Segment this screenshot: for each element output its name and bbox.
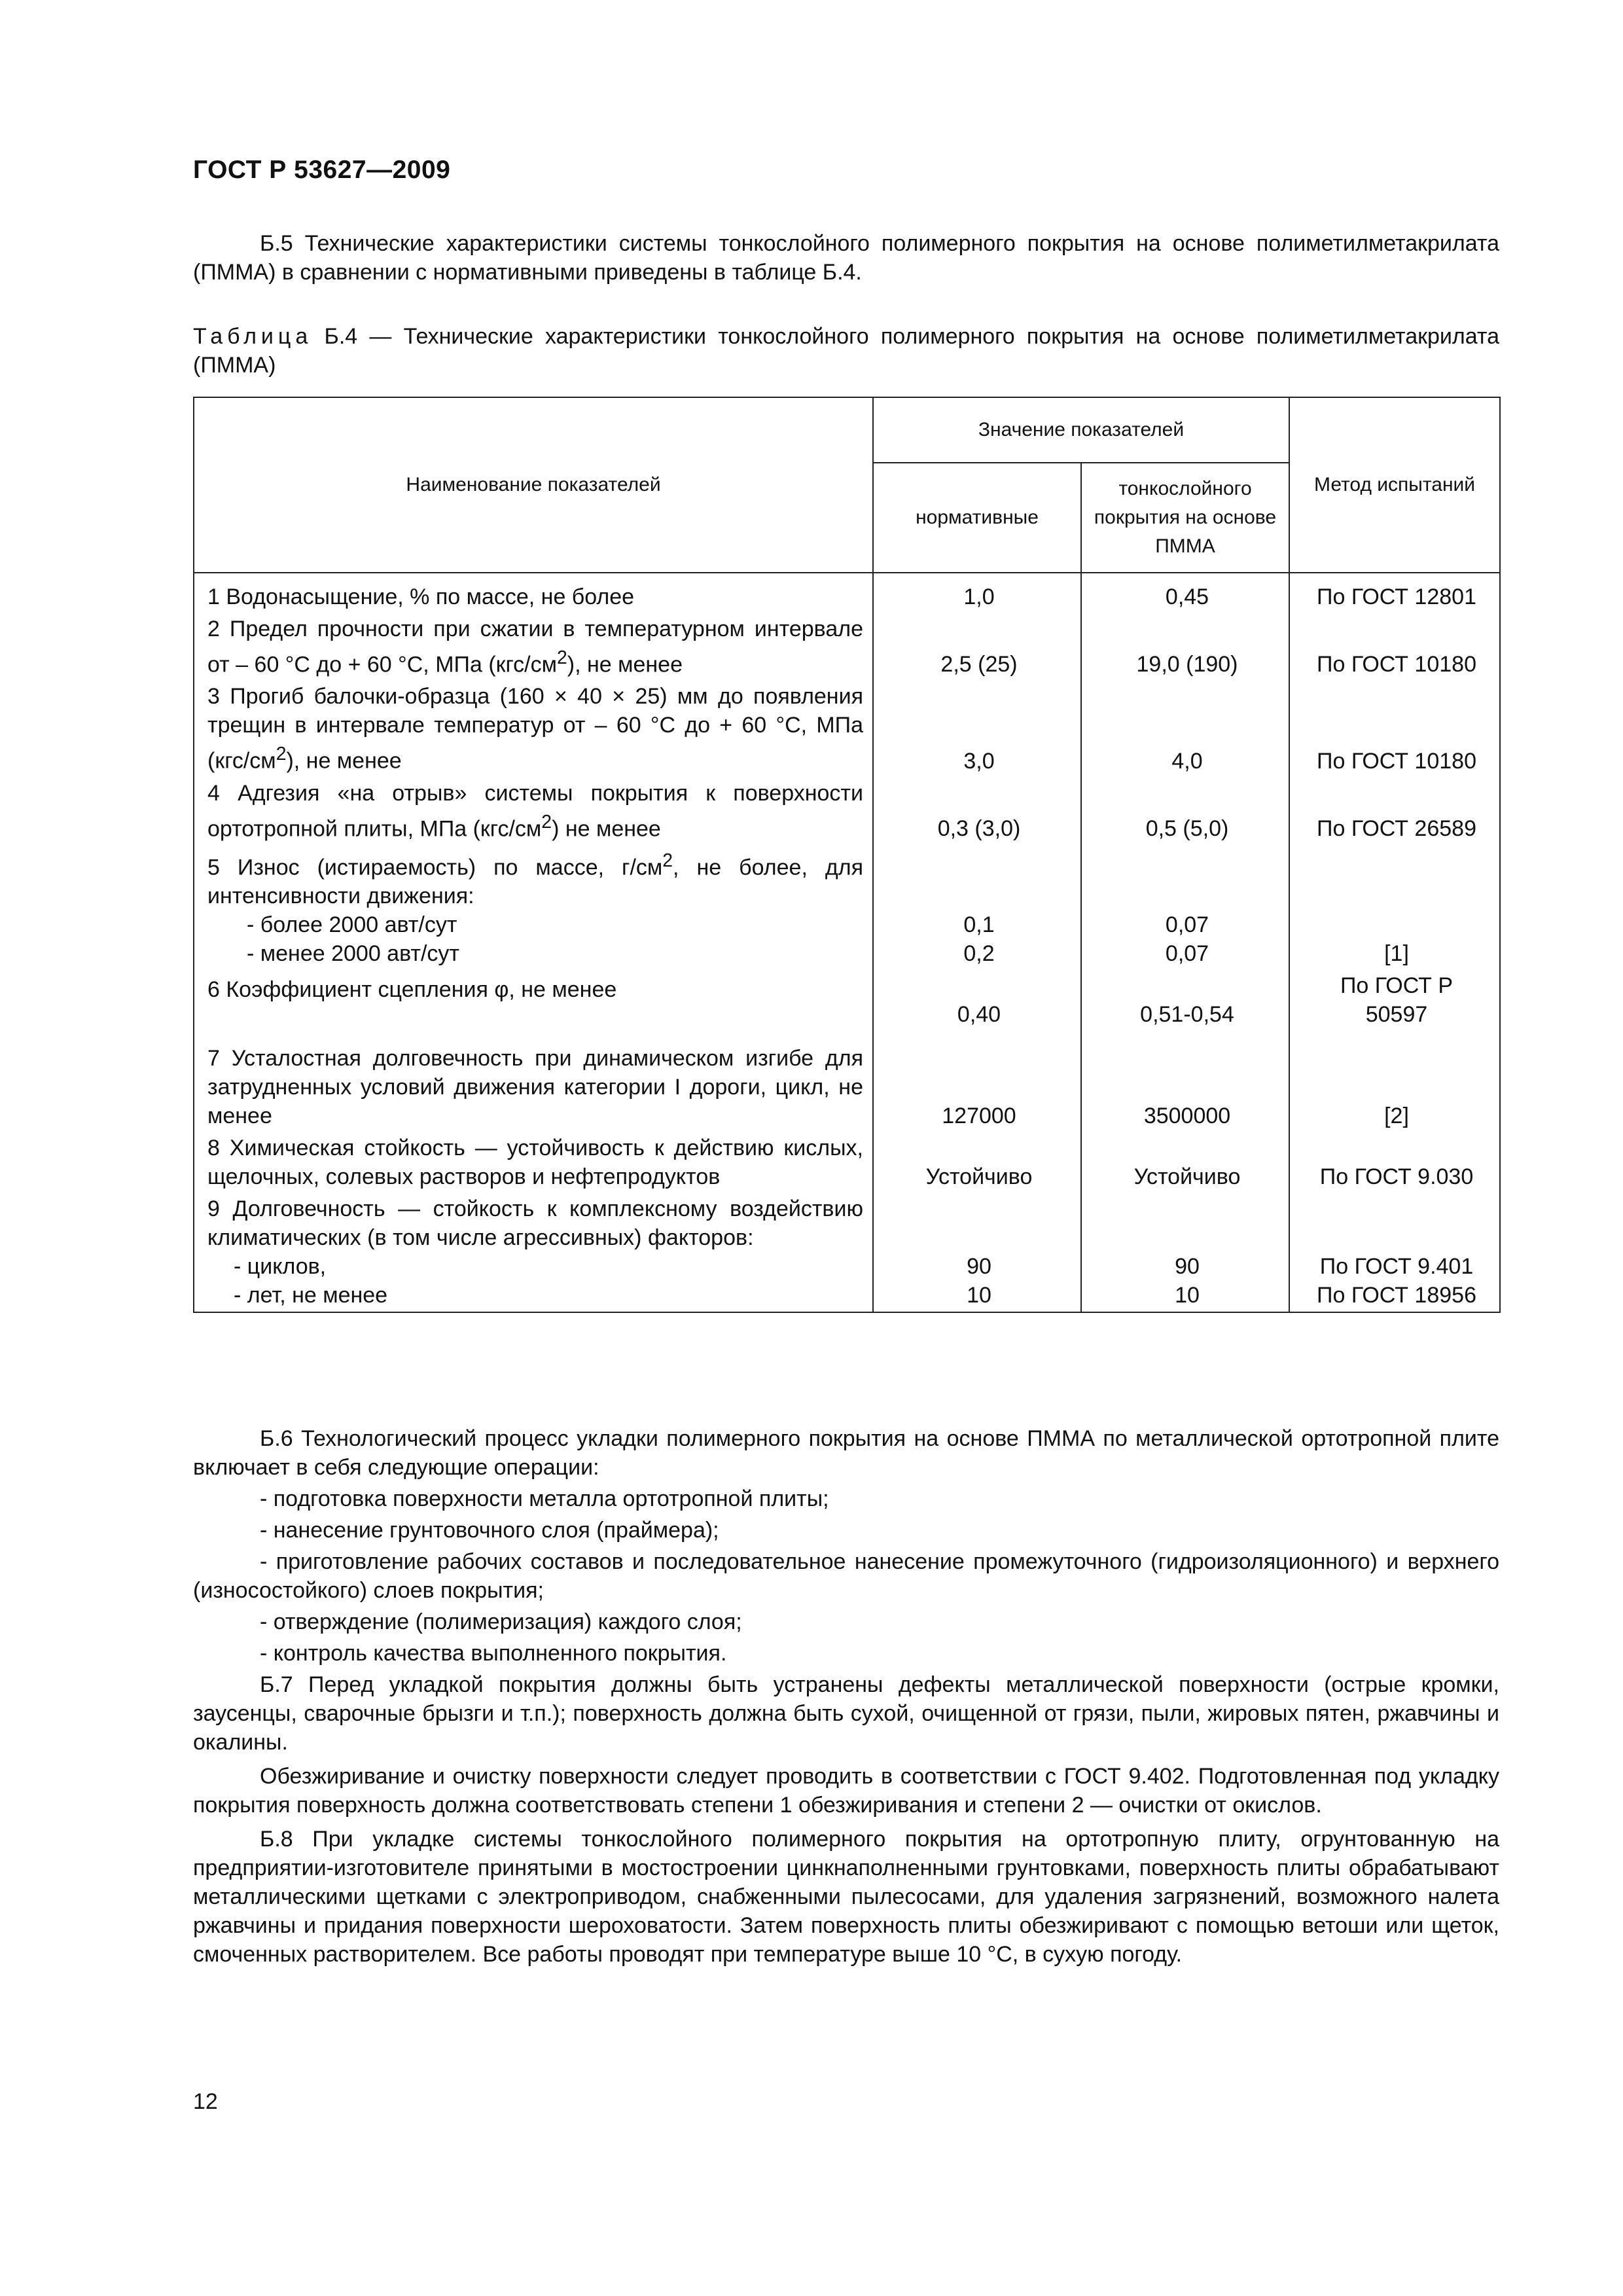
row4-normative: 0,3 (3,0) <box>873 778 1081 845</box>
row1-normative: 1,0 <box>873 573 1081 613</box>
row5-name-text: 5 Износ (истираемость) по массе, г/см <box>207 855 663 880</box>
row9-method2: По ГОСТ 18956 <box>1317 1283 1476 1308</box>
row4-method: По ГОСТ 26589 <box>1289 778 1500 845</box>
row5-pmma <box>1081 845 1289 970</box>
row2-sup: 2 <box>557 647 567 668</box>
b6-item-1: - подготовка поверхности металла ортотропной плиты; <box>260 1486 829 1511</box>
row6-method <box>1289 970 1500 1031</box>
row9-sub1: - циклов, <box>234 1254 327 1280</box>
row9-pmma2: 10 <box>1175 1283 1200 1308</box>
header-normative: нормативные <box>873 463 1081 573</box>
row5-sub1: - более 2000 авт/сут <box>247 912 457 938</box>
row3-name-text: 3 Прогиб балочки-образца (160 × 40 × 25) мм до появления трещин в интервале температур от – 60 °С до + 60 °С, МПа (кгс/см <box>207 684 863 774</box>
table-row <box>194 1132 1500 1193</box>
row3-name <box>194 681 873 777</box>
row4-name-tail: ) не менее <box>552 816 661 841</box>
row5-pmma1: 0,07 <box>1165 912 1209 938</box>
table-caption-text: Б.4 — Технические характеристики тонкослойного полимерного покрытия на основе полиметилметакрилата (ПММА) <box>193 324 1499 378</box>
row3-name-tail: ), не менее <box>286 748 402 774</box>
row5-sub2: - менее 2000 авт/сут <box>247 941 459 967</box>
header-method: Метод испытаний <box>1289 397 1500 573</box>
row8-method: По ГОСТ 9.030 <box>1289 1132 1500 1193</box>
row9-normative <box>873 1193 1081 1312</box>
row8-name: 8 Химическая стойкость — устойчивость к действию кислых, щелочных, солевых растворов и нефтепродуктов <box>194 1132 873 1193</box>
row5-method: [1] <box>1289 845 1500 970</box>
row6-pmma: 0,51-0,54 <box>1081 970 1289 1031</box>
row7-name: 7 Усталостная долговечность при динамическом изгибе для затрудненных условий движения категории I дороги, цикл, не менее <box>194 1031 873 1132</box>
row3-normative: 3,0 <box>873 681 1081 777</box>
row2-pmma: 19,0 (190) <box>1081 613 1289 681</box>
row9-normative2: 10 <box>967 1283 991 1308</box>
b6-item-3: - приготовление рабочих составов и последовательное нанесение промежуточного (гидроизоляционного) и верхнего (износостойкого) слоев покрытия; <box>193 1549 1499 1603</box>
row5-normative1: 0,1 <box>963 912 995 938</box>
row5-normative <box>873 845 1081 970</box>
row9-pmma1: 90 <box>1175 1254 1200 1280</box>
table-row <box>194 573 1500 613</box>
row4-name-text: 4 Адгезия «на отрыв» системы покрытия к поверхности ортотропной плиты, МПа (кгс/см <box>207 780 863 841</box>
row5-name-tail: , не более, для интенсивности движения: <box>207 855 863 909</box>
row9-pmma <box>1081 1193 1289 1312</box>
b6-item-2: - нанесение грунтовочного слоя (праймера); <box>260 1518 719 1543</box>
row5-name <box>194 845 873 970</box>
table-row <box>194 1193 1500 1312</box>
table-row <box>194 845 1500 970</box>
characteristics-table <box>193 397 1501 1313</box>
table-row <box>194 681 1500 777</box>
row4-pmma: 0,5 (5,0) <box>1081 778 1289 845</box>
table-row <box>194 613 1500 681</box>
row7-pmma: 3500000 <box>1081 1031 1289 1132</box>
row2-method: По ГОСТ 10180 <box>1289 613 1500 681</box>
row5-normative2: 0,2 <box>963 941 995 967</box>
row9-method1: По ГОСТ 9.401 <box>1319 1254 1474 1280</box>
row3-pmma: 4,0 <box>1081 681 1289 777</box>
row9-name-text: 9 Долговечность — стойкость к комплексному воздействию климатических (в том числе агрессивных) факторов: <box>207 1196 863 1251</box>
page-number: 12 <box>193 2089 218 2114</box>
row9-sub2: - лет, не менее <box>234 1283 388 1308</box>
paragraph-b6: Б.6 Технологический процесс укладки полимерного покрытия на основе ПММА по металлической ортотропной плите включает в себя следующие операции: <box>193 1426 1499 1480</box>
row9-name <box>194 1193 873 1312</box>
header-values-group: Значение показателей <box>873 397 1289 463</box>
row1-name: 1 Водонасыщение, % по массе, не более <box>194 573 873 613</box>
paragraph-b7-degreasing: Обезжиривание и очистку поверхности следует проводить в соответствии с ГОСТ 9.402. Подготовленная под укладку покрытия поверхность должна соответствовать степени 1 обезжиривания и степени 2 — очистки от окислов. <box>193 1764 1499 1818</box>
row2-name <box>194 613 873 681</box>
row8-normative: Устойчиво <box>873 1132 1081 1193</box>
b6-item-4: - отверждение (полимеризация) каждого слоя; <box>260 1609 742 1634</box>
row7-method: [2] <box>1289 1031 1500 1132</box>
row7-normative: 127000 <box>873 1031 1081 1132</box>
b6-item-5: - контроль качества выполненного покрытия. <box>260 1641 727 1666</box>
row1-pmma: 0,45 <box>1081 573 1289 613</box>
table-row <box>194 1031 1500 1132</box>
row3-method: По ГОСТ 10180 <box>1289 681 1500 777</box>
document-code-header: ГОСТ Р 53627—2009 <box>193 156 451 184</box>
row9-method <box>1289 1193 1500 1312</box>
row6-method1: По ГОСТ Р <box>1340 973 1454 999</box>
row6-normative: 0,40 <box>873 970 1081 1031</box>
header-name: Наименование показателей <box>194 397 873 573</box>
row5-pmma2: 0,07 <box>1165 941 1209 967</box>
row6-method2: 50597 <box>1365 1002 1428 1028</box>
table-row <box>194 778 1500 845</box>
row4-name <box>194 778 873 845</box>
row2-name-tail: ), не менее <box>567 652 683 677</box>
table-row <box>194 970 1500 1031</box>
paragraph-b5: Б.5 Технические характеристики системы тонкослойного полимерного покрытия на основе полиметилметакрилата (ПММА) в сравнении с нормативными приведены в таблице Б.4. <box>193 231 1499 285</box>
row4-sup: 2 <box>541 811 552 833</box>
table-caption-label: Таблица <box>193 324 313 349</box>
header-pmma: тонкослойного покрытия на основе ПММА <box>1081 463 1289 573</box>
row3-sup: 2 <box>276 744 287 765</box>
row5-sup: 2 <box>662 850 673 871</box>
paragraph-b8: Б.8 При укладке системы тонкослойного полимерного покрытия на ортотропную плиту, огрунтованную на предприятии-изготовителе принятыми в мостостроении цинкнаполненными грунтовками, поверхность плиты обрабатывают металлическими щетками с электроприводом, снабженными пылесосами, для удаления загрязнений, возможного налета ржавчины и придания поверхности шероховатости. Затем поверхность плиты обезжиривают с помощью ветоши или щеток, смоченных растворителем. Все работы проводят при температуре выше 10 °С, в сухую погоду. <box>193 1827 1499 1967</box>
row6-name: 6 Коэффициент сцепления φ, не менее <box>194 970 873 1031</box>
row2-name-text: 2 Предел прочности при сжатии в температурном интервале от – 60 °С до + 60 °С, МПа (кгс/см <box>207 617 863 677</box>
paragraph-b7: Б.7 Перед укладкой покрытия должны быть устранены дефекты металлической поверхности (острые кромки, заусенцы, сварочные брызги и т.п.); поверхность должна быть сухой, очищенной от грязи, пыли, жировых пятен, ржавчины и окалины. <box>193 1672 1499 1755</box>
row1-method: По ГОСТ 12801 <box>1289 573 1500 613</box>
row2-normative: 2,5 (25) <box>873 613 1081 681</box>
section-b6 <box>193 1424 1499 1969</box>
table-caption <box>193 322 1499 380</box>
row9-normative1: 90 <box>967 1254 991 1280</box>
row8-pmma: Устойчиво <box>1081 1132 1289 1193</box>
